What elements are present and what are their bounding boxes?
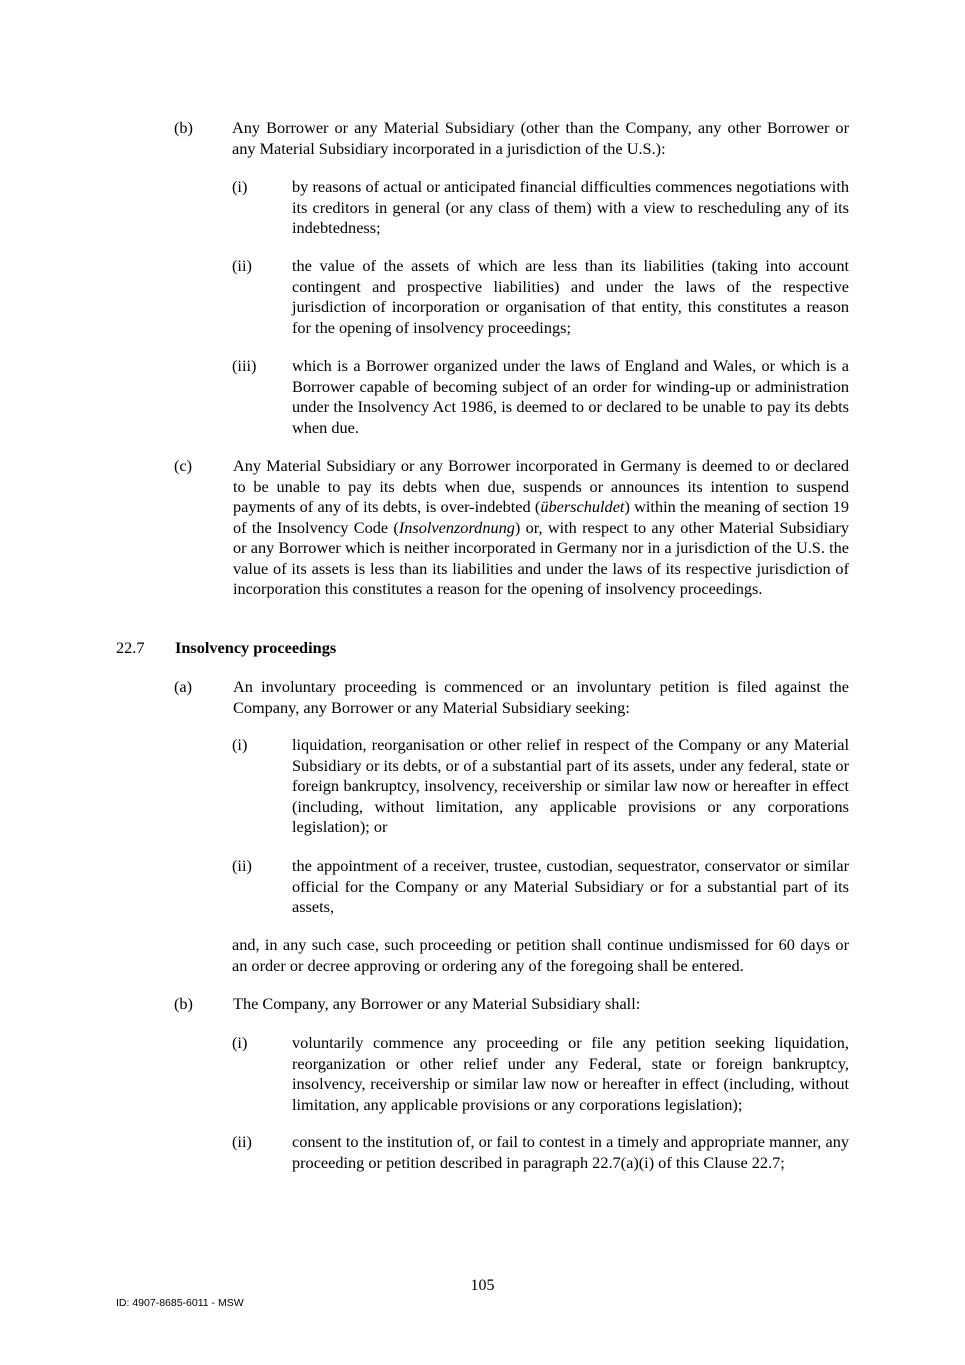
clause-b-ii-label: (ii) (232, 256, 252, 275)
clause-a-trailing-text: and, in any such case, such proceeding or petition shall continue undismissed for 60 days or an order or decree approving or ordering any of the foregoing shall be entered. (232, 935, 849, 975)
clause-b-i-label: (i) (232, 177, 248, 196)
clause-b-text: Any Borrower or any Material Subsidiary (other than the Company, any other Borrower or any Material Subsidiary incorporated in a jurisdiction of the U.S.): (232, 118, 849, 158)
clause-a-text: An involuntary proceeding is commenced or an involuntary petition is filed against the Company, any Borrower or any Material Subsidiary seeking: (233, 677, 849, 717)
clause-c-text-part-1: Any Material Subsidiary or any Borrower incorporated in Germany is deemed to or declared to be unable to pay its debts when due, suspends or announces its intention to suspend payments of any of its debts, is over-indebted ( (233, 456, 849, 516)
clause-b-label: (b) (174, 118, 193, 137)
clause-c-italic-term-2: Insolvenzordnung (398, 517, 515, 537)
clause-b2-i-text: voluntarily commence any proceeding or file any petition seeking liquidation, reorganization or other relief under any Federal, state or foreign bankruptcy, insolvency, receivership or similar law now or hereafter in effect (including, without limitation, any applicable provisions or any corporations legislation); (292, 1033, 849, 1114)
clause-c-italic-term-1: überschuldet (540, 497, 625, 516)
clause-a-ii-text: the appointment of a receiver, trustee, custodian, sequestrator, conservator or similar official for the Company or any Material Subsidiary or for a substantial part of its assets, (292, 856, 849, 916)
clause-a-ii-label: (ii) (232, 856, 252, 875)
clause-a-i-label: (i) (232, 735, 248, 754)
document-id: ID: 4907-8685-6011 - MSW (116, 1297, 244, 1309)
clause-c-text (233, 456, 849, 600)
clause-c-label: (c) (174, 456, 193, 475)
clause-c-text-part-2: ) within the meaning of section 19 of the Insolvency Code ( (233, 497, 849, 537)
clause-b-i-text: by reasons of actual or anticipated financial difficulties commences negotiations with its creditors in general (or any class of them) with a view to rescheduling any of its indebtedness; (292, 177, 849, 237)
clause-b2-ii-text: consent to the institution of, or fail to contest in a timely and appropriate manner, any proceeding or petition described in paragraph 22.7(a)(i) of this Clause 22.7; (292, 1132, 849, 1172)
page-number: 105 (470, 1277, 495, 1294)
clause-b2-text: The Company, any Borrower or any Material Subsidiary shall: (233, 994, 641, 1013)
clause-b2-i-label: (i) (232, 1033, 248, 1052)
clause-a-i-text: liquidation, reorganisation or other relief in respect of the Company or any Material Subsidiary or its debts, or of a substantial part of its assets, under any federal, state or foreign bankruptcy, insolvency, receivership or similar law now or hereafter in effect (including, without limitation, any applicable provisions or any corporations legislation); or (292, 735, 849, 836)
section-title: Insolvency proceedings (175, 638, 337, 657)
section-number: 22.7 (116, 638, 145, 657)
clause-c-text-part-3: ) or, with respect to any other Material Subsidiary or any Borrower which is neither incorporated in Germany nor in a jurisdiction of the U.S. the value of its assets is less than its liabilities and under the laws of its respective jurisdiction of incorporation this constitutes a reason for the opening of insolvency proceedings. (233, 517, 849, 598)
clause-a-label: (a) (174, 677, 193, 696)
clause-b2-ii-label: (ii) (232, 1132, 252, 1151)
clause-b2-label: (b) (174, 994, 193, 1013)
clause-b-ii-text: the value of the assets of which are less than its liabilities (taking into account contingent and prospective liabilities) and under the laws of the respective jurisdiction of incorporation or organisation of that entity, this constitutes a reason for the opening of insolvency proceedings; (292, 256, 849, 337)
clause-b-iii-text: which is a Borrower organized under the laws of England and Wales, or which is a Borrower capable of becoming subject of an order for winding-up or administration under the Insolvency Act 1986, is deemed to or declared to be unable to pay its debts when due. (292, 356, 849, 437)
clause-b-iii-label: (iii) (232, 356, 257, 375)
